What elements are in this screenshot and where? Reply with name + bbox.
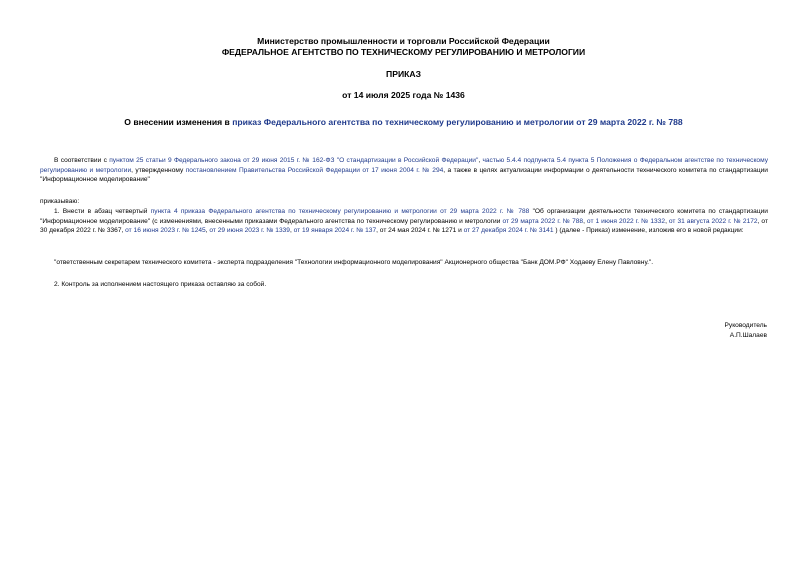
p3-text-1: 1. Внести в абзац четвертый xyxy=(54,208,151,215)
p3-text-7: , xyxy=(289,227,294,235)
p1-text-3: , утвержденному xyxy=(131,166,186,174)
p1-text-2: , xyxy=(478,157,483,164)
order-788-link[interactable]: пункта 4 приказа Федерального агентства по техническому регулированию и метрологии от 29 марта 2022 г. № 788 xyxy=(150,208,530,215)
amendment-link-2[interactable]: от 1 июня 2022 г. № 1332 xyxy=(586,217,666,225)
item-1-paragraph xyxy=(40,207,768,236)
subject-order-link[interactable]: приказ Федерального агентства по техническому регулированию и метрологии от 29 марта 2022 г. № 788 xyxy=(232,117,683,127)
ministry-name: Министерство промышленности и торговли Российской Федерации xyxy=(257,36,550,46)
preamble-paragraph xyxy=(40,156,768,185)
item-2-paragraph: 2. Контроль за исполнением настоящего приказа оставляю за собой. xyxy=(54,281,267,288)
amendment-link-6[interactable]: от 19 января 2024 г. № 137 xyxy=(293,227,377,235)
amendment-link-3[interactable]: от 31 августа 2022 г. № 2172 xyxy=(668,217,758,225)
p1-text-4: , а также в целях актуализации информации о деятельности технического комитета по стандартизации "Информационное моделирование" xyxy=(40,166,768,184)
amendment-link-4[interactable]: от 16 июня 2023 г. № 1245 xyxy=(125,227,206,235)
document-type: ПРИКАЗ xyxy=(386,69,421,79)
amendment-link-5[interactable]: от 29 июня 2023 г. № 1339 xyxy=(209,227,290,235)
amendment-link-1[interactable]: от 29 марта 2022 г. № 788 xyxy=(502,217,584,225)
p3-text-6: , xyxy=(205,227,210,235)
amendment-link-7[interactable]: от 27 декабря 2024 г. № 3141 xyxy=(463,227,554,235)
p3-text-5: , от 30 декабря 2022 г. № 3367, xyxy=(40,217,768,235)
document-date-number: от 14 июля 2025 года № 1436 xyxy=(342,90,465,100)
order-word: приказываю: xyxy=(40,198,80,205)
signatory-name: А.П.Шалаев xyxy=(729,332,767,339)
signatory-title: Руководитель xyxy=(724,322,767,329)
agency-name: ФЕДЕРАЛЬНОЕ АГЕНТСТВО ПО ТЕХНИЧЕСКОМУ РЕГУЛИРОВАНИЮ И МЕТРОЛОГИИ xyxy=(221,47,586,57)
p3-text-3: , xyxy=(583,217,587,225)
p3-text-2: "Об организации деятельности технического комитета по стандартизации "Информационное моделирование" (с изменениями, внесенными приказами Федерального агентства по техническому регулированию и метрологии xyxy=(40,208,768,225)
p3-text-4: , xyxy=(665,217,669,225)
new-wording-paragraph: "ответственным секретарем технического комитета - эксперта подразделения "Технологии информационного моделирования" Акционерного общества "Банк ДОМ.РФ" Ходаеву Елену Павловну.". xyxy=(54,259,654,266)
p3-text-8: , от 24 мая 2024 г. № 1271 и xyxy=(376,227,464,235)
document-subject xyxy=(0,117,807,128)
subject-prefix: О внесении изменения в xyxy=(124,117,233,127)
government-decree-link[interactable]: постановлением Правительства Российской Федерации от 17 июня 2004 г. № 294 xyxy=(185,166,444,174)
regulation-link[interactable]: частью 5.4.4 подпункта 5.4 пункта 5 Положения о Федеральном агентстве по техническому регулированию и метрологии xyxy=(40,157,768,174)
p3-text-9: ) (далее - Приказ) изменение, изложив его в новой редакции: xyxy=(553,227,744,235)
federal-law-link[interactable]: пунктом 25 статьи 9 Федерального закона от 29 июня 2015 г. № 162-ФЗ "О стандартизации в Российской Федерации" xyxy=(109,157,479,164)
p1-text-1: В соответствии с xyxy=(54,157,110,164)
